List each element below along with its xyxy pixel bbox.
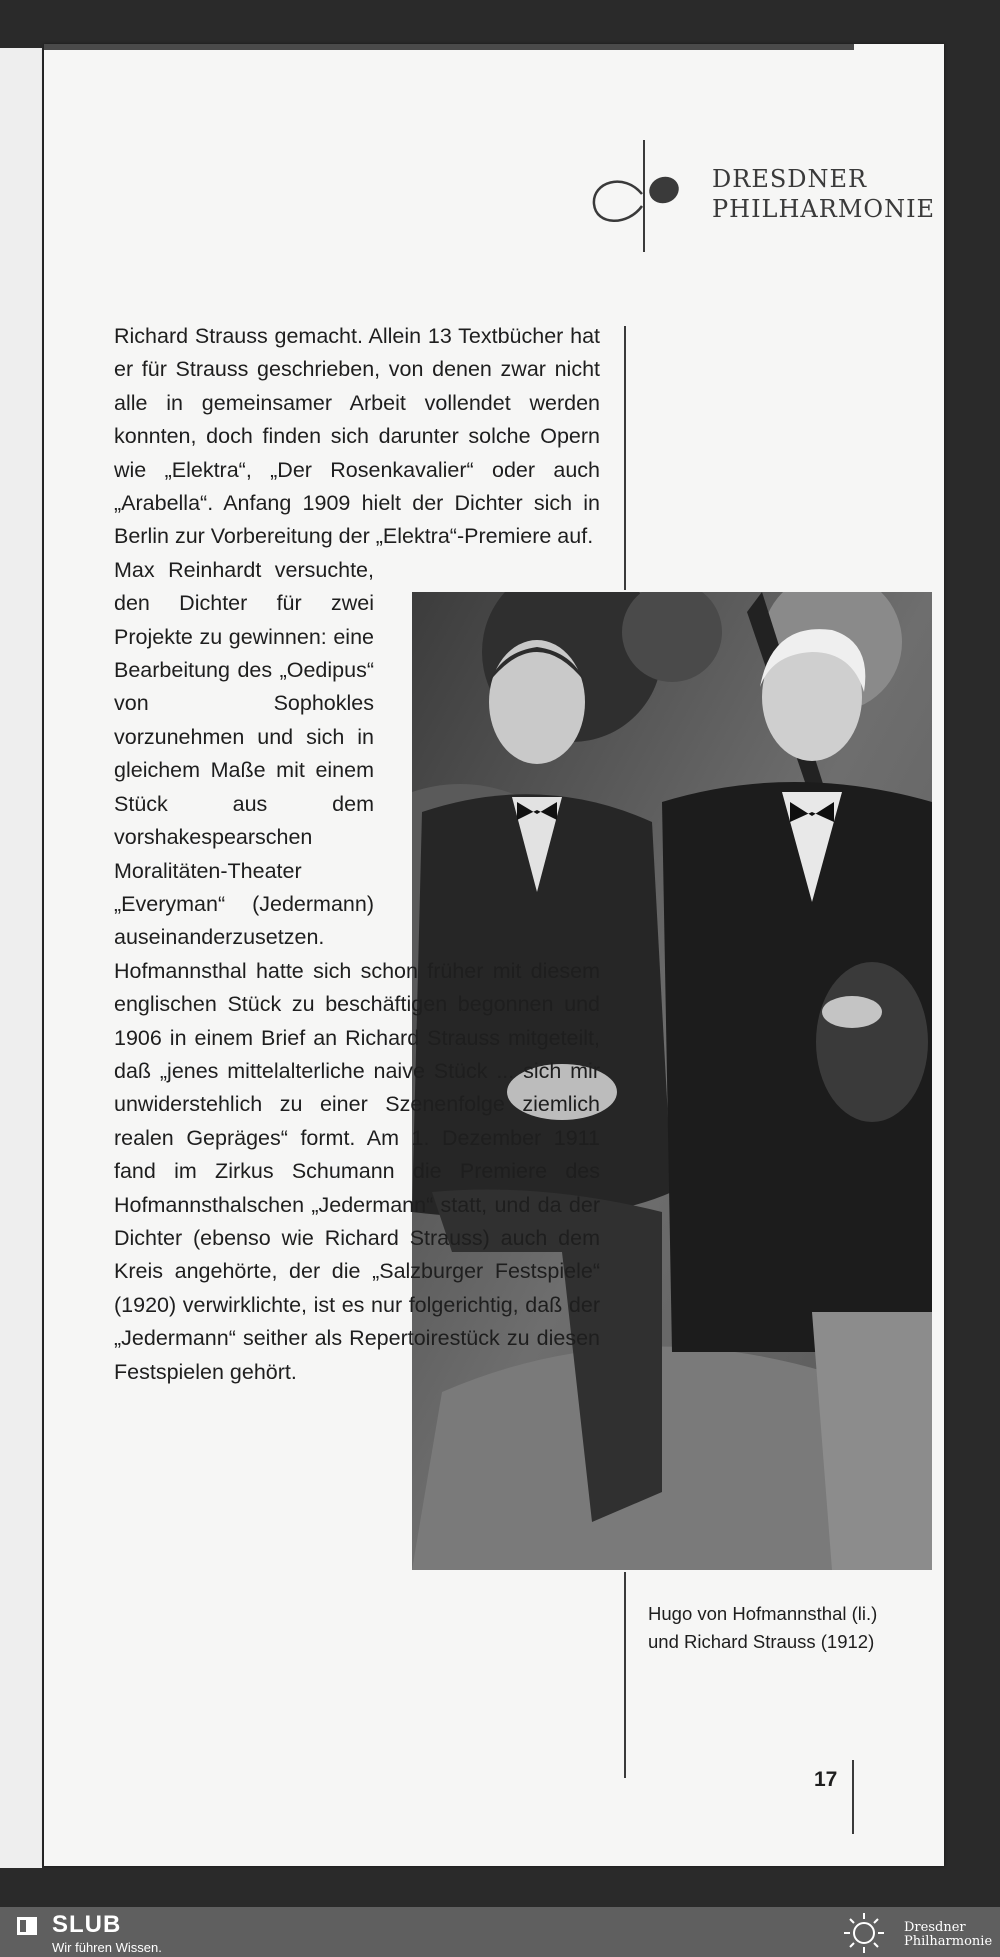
- page-number-rule: [852, 1760, 854, 1834]
- article-text: [114, 320, 600, 1389]
- article-paragraph-3: Hofmannsthal hatte sich schon früher mit diesem englischen Stück zu beschäftigen begonnen und 1906 in einem Brief an Richard Strauss mitgeteilt, daß „jenes mittelalterliche naive Stück ... sich mir unwiderstehlich zu einer Szenenfolge ziemlich realen Gepräges“ formt. Am 1. Dezember 1911 fand im Zirkus Schumann die Premiere des Hofmannsthalschen „Jedermann“ statt, und da der Dichter (ebenso wie Richard Strauss) auch dem Kreis angehörte, der die „Salzburger Festspiele“ (1920) verwirklichte, ist es nur folgerichtig, daß der „Jedermann“ seither als Repertoirestück zu diesen Festspielen gehört.: [114, 958, 600, 1384]
- article-paragraph-2: Max Reinhardt versuchte, den Dichter für zwei Projekte zu gewinnen: eine Bearbeitung des „Oedipus“ von Sophokles vorzunehmen und sich in gleichem Maße mit einem Stück aus dem vorshakespearschen Moralitäten-Theater „Everyman“ (Jedermann) auseinanderzusetzen.: [114, 557, 374, 950]
- page-top-rule: [44, 44, 854, 50]
- slub-claim: Wir führen Wissen.: [52, 1940, 162, 1955]
- slub-logo-text: SLUB: [52, 1911, 122, 1938]
- column-divider-top: [624, 326, 626, 590]
- brochure-page: [44, 44, 944, 1866]
- dp-monogram-icon: [584, 132, 704, 252]
- column-divider-bottom: [624, 1572, 626, 1778]
- page-number: 17: [814, 1768, 838, 1791]
- philharmonie-sun-icon: [842, 1911, 886, 1955]
- logo-line-1: DRESDNER: [712, 165, 868, 193]
- philharmonie-footer-label: [904, 1921, 1000, 1949]
- viewer-footer-bar: [0, 1907, 1000, 1957]
- logo-line-2: PHILHARMONIE: [712, 195, 936, 223]
- logo-wordmark: [712, 164, 935, 224]
- article-paragraph-1: Richard Strauss gemacht. Allein 13 Textbücher hat er für Strauss geschrieben, von denen zwar nicht alle in gemeinsamer Arbeit vollendet werden konnten, doch finden sich darunter solche Opern wie „Elektra“, „Der Rosenkavalier“ oder auch „Arabella“. Anfang 1909 hielt der Dichter sich in Berlin zur Vorbereitung der „Elektra“-Premiere auf.: [114, 324, 600, 549]
- slub-book-icon: [16, 1915, 38, 1937]
- dresdner-philharmonie-logo: [584, 92, 944, 252]
- footer-dp-line-2: Philharmonie: [904, 1934, 993, 1949]
- photo-caption: Hugo von Hofmannsthal (li.) und Richard Strauss (1912): [648, 1603, 878, 1652]
- previous-page-edge: [0, 48, 42, 1868]
- footer-dp-line-1: Dresdner: [904, 1920, 966, 1935]
